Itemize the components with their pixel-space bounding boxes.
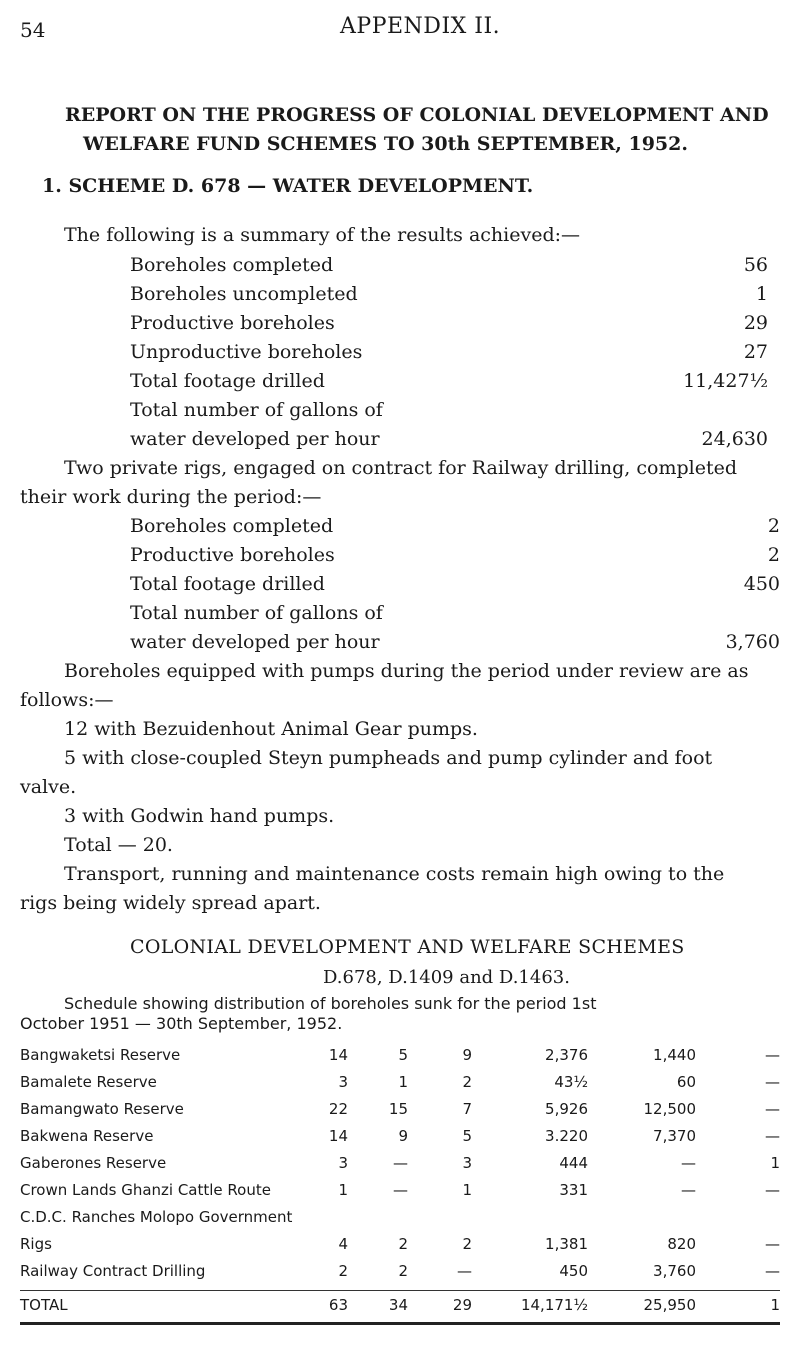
row-name: Bakwena Reserve	[20, 1127, 154, 1145]
pump-line-3: 3 with Godwin hand pumps.	[64, 805, 335, 827]
total-cell: 29	[452, 1296, 472, 1314]
total-cell: 63	[328, 1296, 348, 1314]
cell: 444	[559, 1154, 588, 1172]
total-row	[20, 1296, 780, 1323]
schedule-subtitle: D.678, D.1409 and D.1463.	[323, 967, 570, 988]
cell: 3.220	[545, 1127, 588, 1145]
pump-line-2a: 5 with close-coupled Steyn pumpheads and pump cylinder and foot	[64, 747, 713, 769]
total-cell: 1	[770, 1296, 780, 1314]
total-label: TOTAL	[20, 1296, 68, 1314]
total-table	[20, 1296, 780, 1323]
cell: 3,760	[653, 1262, 696, 1280]
row-name: Rigs	[20, 1235, 52, 1253]
report-title	[65, 101, 769, 159]
schedule-intro-2: October 1951 — 30th September, 1952.	[20, 1014, 343, 1033]
cell: —	[765, 1127, 780, 1145]
cell: —	[765, 1235, 780, 1253]
cell: 450	[559, 1262, 588, 1280]
cell: 2,376	[545, 1046, 588, 1064]
table-row	[20, 1208, 780, 1235]
row-name: Railway Contract Drilling	[20, 1262, 206, 1280]
page-number: 54	[20, 18, 46, 42]
rigs-label: Productive boreholes	[130, 544, 335, 566]
cell: 2	[398, 1262, 408, 1280]
cell: 7	[462, 1100, 472, 1118]
cell: 331	[559, 1181, 588, 1199]
cell: —	[765, 1262, 780, 1280]
summary-label: Total footage drilled	[130, 370, 325, 392]
row-name: Bamangwato Reserve	[20, 1100, 184, 1118]
cell: 2	[462, 1235, 472, 1253]
cell: 1	[338, 1181, 348, 1199]
cell: —	[765, 1046, 780, 1064]
cell: 1,440	[653, 1046, 696, 1064]
cell: —	[457, 1262, 472, 1280]
cell: —	[681, 1154, 696, 1172]
summary-value: 27	[743, 341, 768, 363]
cell: 3	[338, 1154, 348, 1172]
cell: 14	[328, 1046, 348, 1064]
table-row	[20, 1046, 780, 1073]
cell: —	[765, 1100, 780, 1118]
table-row	[20, 1181, 780, 1208]
bottom-rule	[20, 1322, 780, 1325]
row-name: Bamalete Reserve	[20, 1073, 157, 1091]
cell: 1	[462, 1181, 472, 1199]
pumps-intro-2: follows:—	[20, 689, 114, 711]
summary-value: 11,427½	[683, 370, 768, 392]
transport-line-1: Transport, running and maintenance costs remain high owing to the	[64, 863, 725, 885]
pump-line-2b: valve.	[20, 776, 77, 798]
total-cell: 25,950	[643, 1296, 696, 1314]
schedule-intro-1: Schedule showing distribution of boreholes sunk for the period 1st	[64, 994, 597, 1013]
cell: 43½	[554, 1073, 588, 1091]
rigs-label: Total footage drilled	[130, 573, 325, 595]
summary-value: 1	[755, 283, 768, 305]
row-name: Gaberones Reserve	[20, 1154, 167, 1172]
cell: 4	[338, 1235, 348, 1253]
pump-total: Total — 20.	[64, 834, 173, 856]
cell: 1	[770, 1154, 780, 1172]
appendix-heading: APPENDIX II.	[340, 14, 501, 39]
cell: 1	[398, 1073, 408, 1091]
pump-line-1: 12 with Bezuidenhout Animal Gear pumps.	[64, 718, 478, 740]
cell: 2	[462, 1073, 472, 1091]
rigs-label: water developed per hour	[130, 631, 380, 653]
table-row	[20, 1262, 780, 1289]
cell: 3	[338, 1073, 348, 1091]
summary-label: Productive boreholes	[130, 312, 335, 334]
summary-label: Total number of gallons of	[130, 399, 383, 421]
scheme-heading: 1. SCHEME D. 678 — WATER DEVELOPMENT.	[42, 175, 534, 197]
private-rigs-intro-1: Two private rigs, engaged on contract for Railway drilling, completed	[64, 457, 737, 479]
row-name: Crown Lands Ghanzi Cattle Route	[20, 1181, 271, 1199]
cell: 22	[328, 1100, 348, 1118]
cell: 9	[462, 1046, 472, 1064]
summary-label: Boreholes completed	[130, 254, 334, 276]
total-cell: 14,171½	[520, 1296, 588, 1314]
cell: 12,500	[643, 1100, 696, 1118]
cell: 5,926	[545, 1100, 588, 1118]
borehole-schedule-table	[20, 1046, 780, 1289]
cell: 9	[398, 1127, 408, 1145]
rigs-value: 2	[767, 544, 780, 566]
cell: 3	[462, 1154, 472, 1172]
cell: 14	[328, 1127, 348, 1145]
cell: 5	[462, 1127, 472, 1145]
private-rigs-intro-2: their work during the period:—	[20, 486, 322, 508]
cell: 60	[676, 1073, 696, 1091]
summary-label: Boreholes uncompleted	[130, 283, 358, 305]
cell: 820	[667, 1235, 696, 1253]
pumps-intro-1: Boreholes equipped with pumps during the period under review are as	[64, 660, 749, 682]
summary-label: water developed per hour	[130, 428, 380, 450]
report-title-line-2: WELFARE FUND SCHEMES TO 30th SEPTEMBER, 1952.	[83, 133, 688, 155]
cell: —	[393, 1154, 408, 1172]
rigs-value: 3,760	[725, 631, 780, 653]
summary-value: 29	[743, 312, 768, 334]
cell: 2	[338, 1262, 348, 1280]
total-divider	[20, 1290, 780, 1291]
summary-value: 24,630	[701, 428, 768, 450]
cell: —	[681, 1181, 696, 1199]
cell: 15	[388, 1100, 408, 1118]
row-name: Bangwaketsi Reserve	[20, 1046, 181, 1064]
cell: —	[393, 1181, 408, 1199]
report-title-line-1: REPORT ON THE PROGRESS OF COLONIAL DEVELOPMENT AND	[65, 104, 769, 126]
schedule-title: COLONIAL DEVELOPMENT AND WELFARE SCHEMES	[130, 936, 685, 958]
rigs-value: 450	[743, 573, 780, 595]
row-name: C.D.C. Ranches Molopo Government	[20, 1208, 293, 1226]
transport-line-2: rigs being widely spread apart.	[20, 892, 321, 914]
cell: —	[765, 1181, 780, 1199]
cell: 2	[398, 1235, 408, 1253]
cell: 5	[398, 1046, 408, 1064]
summary-label: Unproductive boreholes	[130, 341, 363, 363]
summary-intro: The following is a summary of the results achieved:—	[64, 224, 581, 246]
cell: —	[765, 1073, 780, 1091]
rigs-label: Boreholes completed	[130, 515, 334, 537]
rigs-label: Total number of gallons of	[130, 602, 383, 624]
cell: 1,381	[545, 1235, 588, 1253]
table-row	[20, 1127, 780, 1154]
table-row	[20, 1100, 780, 1127]
total-cell: 34	[388, 1296, 408, 1314]
table-row	[20, 1235, 780, 1262]
rigs-value: 2	[767, 515, 780, 537]
cell: 7,370	[653, 1127, 696, 1145]
table-row	[20, 1154, 780, 1181]
summary-value: 56	[743, 254, 768, 276]
table-row	[20, 1073, 780, 1100]
